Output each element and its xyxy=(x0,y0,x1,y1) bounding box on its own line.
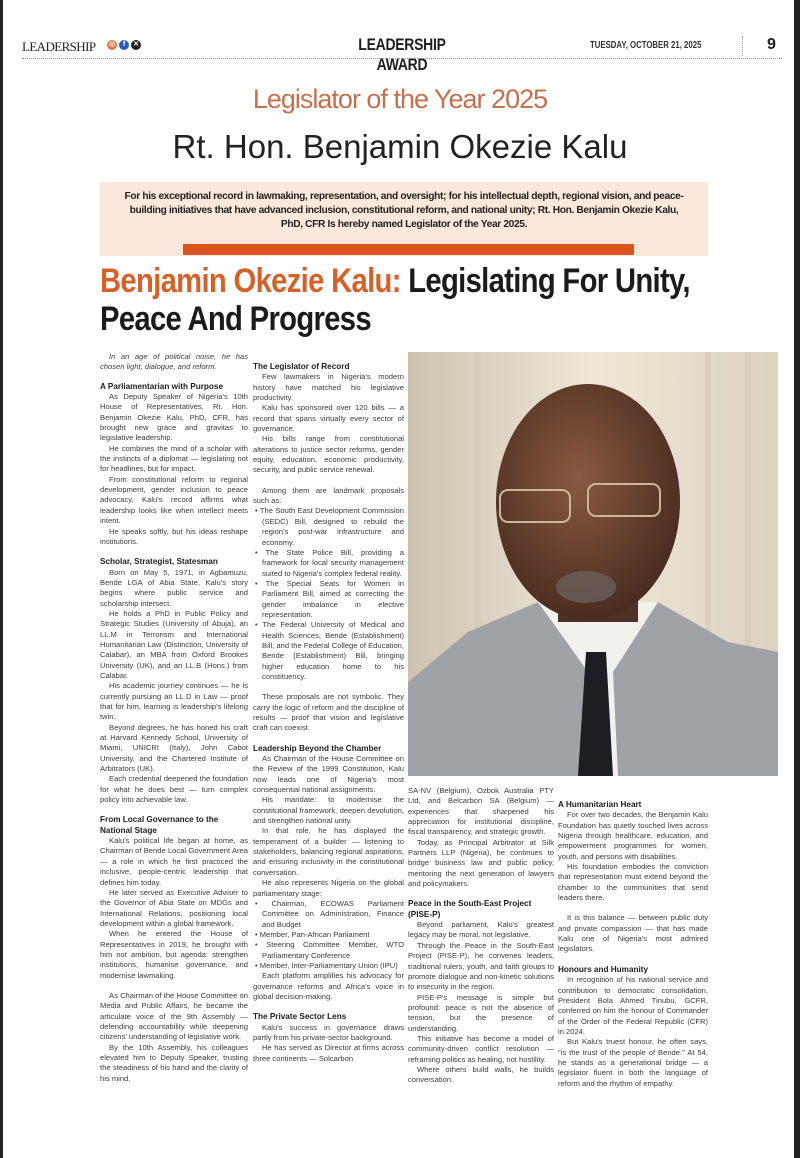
paragraph: Today, as Principal Arbitrator at Silk Partners LLP (Nigeria), he continues to bridge business law and public policy, mentoring the next generation of lawyers and policymakers. xyxy=(408,837,554,889)
paragraph: In recognition of his national service and contribution to democratic consolidation, President Bola Ahmed Tinubu, GCFR, conferred on him the honour of Commander of the Order of the Federal Republic (CFR) in 2024. xyxy=(558,975,708,1036)
paragraph: He has served as Director at firms across three continents — Solcarbon xyxy=(253,1043,404,1063)
paragraph: His foundation embodies the conviction that representation must extend beyond the chamber to the communities that send leaders there. xyxy=(558,862,708,903)
award-title: Legislator of the Year 2025 xyxy=(252,84,548,114)
bullet-text: The Special Seats for Women in Parliament Bill, aimed at correcting the gender imbalance in elective representation. xyxy=(262,578,404,619)
bullet-item xyxy=(253,506,404,547)
issue-date: TUESDAY, OCTOBER 21, 2025 xyxy=(590,40,702,51)
paragraph: It is this balance — between public duty and private compassion — that has made Kalu one of Nigeria's most admired legislators. xyxy=(558,913,708,954)
bullet-item xyxy=(253,940,404,961)
paragraph: Kalu has sponsored over 120 bills — a record that spans virtually every sector of governance. xyxy=(253,403,404,434)
newspaper-logo: LEADERSHIP xyxy=(22,39,96,54)
paragraph: He later served as Executive Adviser to the Governor of Abia State on MDGs and International Relations, positioning local development within a global framework. xyxy=(100,887,248,928)
bullet-icon: • xyxy=(255,898,272,908)
paragraph: Where others build walls, he builds conversation. xyxy=(408,1064,554,1085)
portrait-photo xyxy=(408,352,778,776)
paragraph: SA-NV (Belgium), Ozbok Australia PTY Ltd, and Belcarbon SA (Belgium) — experiences that sharpened his appreciation for institutional discipline, fiscal transparency, and strategic growth. xyxy=(408,786,554,837)
honoree-name: Rt. Hon. Benjamin Okezie Kalu xyxy=(172,128,628,165)
bullet-icon: • xyxy=(255,547,266,557)
section-heading: Peace in the South-East Project (PISE-P) xyxy=(408,899,532,919)
paragraph: His academic journey continues — he is currently pursuing an LL.D in Law — proof that for him, learning is leadership's lifelong twin. xyxy=(100,681,248,722)
paragraph: Few lawmakers in Nigeria's modern history have matched his legislative productivity. xyxy=(253,372,404,403)
headline-highlight: Benjamin Okezie Kalu: xyxy=(100,262,401,300)
facebook-icon[interactable]: f xyxy=(119,40,129,50)
section-heading: Scholar, Strategist, Statesman xyxy=(100,557,218,567)
paragraph: Kalu's political life began at home, as Chairman of Bende Local Government Area — a role in which he first practiced the inclusive, people-centric leadership that defines him today. xyxy=(100,836,248,887)
paragraph: He combines the mind of a scholar with the instincts of a diplomat — legislating not for headlines, but for impact. xyxy=(100,443,248,474)
page-border-left xyxy=(0,0,3,1158)
paragraph: As Chairman of the House Committee on the Review of the 1999 Constitution, Kalu now leads one of Nigeria's most consequential national assignments. xyxy=(253,754,404,795)
bullet-icon: • xyxy=(255,960,260,970)
masthead-rule xyxy=(22,58,782,59)
bullet-item xyxy=(253,930,404,940)
section-heading: The Private Sector Lens xyxy=(253,1012,347,1022)
bullet-text: Member, Inter-Parliamentary Union (IPU) xyxy=(259,960,398,970)
bullet-icon: • xyxy=(255,506,260,516)
section-heading: Honours and Humanity xyxy=(558,964,649,974)
paragraph: He holds a PhD in Public Policy and Strategic Studies (University of Abuja), an LL.M in Terrorism and International Humanitarian Law (Distinction, University of Calabar), an MBA from Oxford Brookes University (UK), and an LL.B (Hons.) from Calabar. xyxy=(100,608,248,680)
paragraph: Each platform amplifies his advocacy for governance reforms and Africa's voice in global decision-making. xyxy=(253,971,404,1001)
bullet-item xyxy=(253,899,404,930)
paragraph: Kalu's success in governance draws partly from his private-sector background. xyxy=(253,1022,404,1042)
headline-line2: Peace And Progress xyxy=(100,300,371,338)
intro-text: In an age of political noise, he has chosen light, dialogue, and reform. xyxy=(100,352,248,372)
headline xyxy=(100,262,690,338)
bullet-text: The State Police Bill, providing a framework for local security management suited to Nigeria's complex federal reality. xyxy=(262,547,405,578)
bullet-text: The Federal University of Medical and Health Sciences, Bende (Establishment) Bill, and the Federal College of Education, Bende (Establishment) Bill, bringing higher education home to his constituency. xyxy=(262,620,404,681)
paragraph: As Chairman of the House Committee on Media and Public Affairs, he became the articulate voice of the 9th Assembly — defending accountability while deepening citizens' understanding of legislative work. xyxy=(100,990,248,1042)
paragraph: He also represents Nigeria on the global parliamentary stage: xyxy=(253,878,404,898)
bullet-item xyxy=(253,620,404,682)
page-border-right xyxy=(794,0,800,1158)
paragraph: From constitutional reform to regional development, gender inclusion to peace advocacy, Kalu's record affirms what leadership looks like when intellect meets intent. xyxy=(100,474,248,526)
bullet-icon: • xyxy=(255,940,267,950)
bullet-item xyxy=(253,579,404,620)
paragraph: But Kalu's truest honour, he often says, "is the trust of the people of Bende." At 54, he stands as a generational bridge — a legislator fluent in both the language of reform and the rhythm of empathy. xyxy=(558,1037,708,1088)
paragraph: For over two decades, the Benjamin Kalu Foundation has quietly touched lives across Nigeria through healthcare, education, and empowerment programmes for women, youth, and persons with disabilities. xyxy=(558,810,708,861)
article-column-2 xyxy=(253,362,404,1064)
section-heading: A Parliamentarian with Purpose xyxy=(100,381,223,391)
paragraph: PISE-P's message is simple but profound: peace is not the absence of tension, but the presence of understanding. xyxy=(408,992,554,1033)
section-title: LEADERSHIP AWARD xyxy=(358,35,446,74)
paragraph: He speaks softly, but his ideas reshape institutions. xyxy=(100,526,248,546)
article-column-3 xyxy=(408,786,554,1086)
paragraph: Each credential deepened the foundation for what he does best — turn complex policy into achievable law. xyxy=(100,774,248,805)
headline-line1: Legislating For Unity, xyxy=(408,262,690,300)
page-number: 9 xyxy=(767,36,776,53)
bullet-icon: • xyxy=(255,578,266,588)
paragraph: His bills range from constitutional alterations to justice sector reforms, gender equity, education, economic productivity, security, and public service renewal. xyxy=(253,434,404,475)
paragraph: This initiative has become a model of community-driven conflict resolution — reframing politics as healing, not hostility. xyxy=(408,1033,554,1064)
paragraph: As Deputy Speaker of Nigeria's 10th House of Representatives, Rt. Hon. Benjamin Okezie Kalu, PhD, CFR, has brought new grace and gravitas to legislative leadership. xyxy=(100,392,248,443)
x-icon[interactable]: ✕ xyxy=(131,40,141,50)
paragraph: Among them are landmark proposals such as: xyxy=(253,485,404,506)
section-heading: From Local Governance to the National Stage xyxy=(100,815,219,835)
bullet-text: Member, Pan-African Parliament xyxy=(259,929,370,939)
divider xyxy=(742,36,743,56)
bullet-icon: • xyxy=(255,620,263,630)
paragraph: Beyond parliament, Kalu's greatest legacy may be moral, not legislative. xyxy=(408,920,554,940)
paragraph: These proposals are not symbolic. They carry the logic of reform and the discipline of results — proof that vision and legislative craft can coexist. xyxy=(253,692,404,733)
paragraph: Born on May 5, 1971, in Agbamuzu, Bende LGA of Abia State, Kalu's story begins where public service and scholarship intersect. xyxy=(100,567,248,608)
bullet-text: Steering Committee Member, WTO Parliamentary Conference xyxy=(262,940,404,960)
bullet-text: The South East Development Commission (SEDC) Bill, designed to rebuild the region's post-war infrastructure and economy. xyxy=(259,506,404,547)
instagram-icon[interactable]: ◎ xyxy=(108,41,116,48)
masthead xyxy=(22,35,782,74)
section-heading: The Legislator of Record xyxy=(253,362,350,371)
bullet-icon: • xyxy=(255,929,260,939)
section-heading: Leadership Beyond the Chamber xyxy=(253,743,382,753)
paragraph: Through the Peace in the South-East Project (PISE-P), he convenes leaders, traditional rulers, youth, and faith groups to promote dialogue and non-kinetic solutions to insecurity in the region. xyxy=(408,940,554,992)
paragraph: When he entered the House of Representatives in 2019, he brought with him not ambition, but agenda: strengthen institutions, humanise governance, and modernise lawmaking. xyxy=(100,929,248,980)
section-heading: A Humanitarian Heart xyxy=(558,800,642,809)
bullet-item xyxy=(253,548,404,579)
bullet-item xyxy=(253,961,404,971)
bullet-text: Chairman, ECOWAS Parliament Committee on Administration, Finance and Budget xyxy=(262,898,404,929)
paragraph: Beyond degrees, he has honed his craft at Harvard Kennedy School, University of Miami, UNICRI (Italy), John Cabot University, and the Chartered Institute of Arbitrators (UK). xyxy=(100,722,248,774)
paragraph: By the 10th Assembly, his colleagues elevated him to Deputy Speaker, trusting the steadiness of his hand and the clarity of his mind. xyxy=(100,1042,248,1083)
paragraph: His mandate: to modernise the constitutional framework, deepen devolution, and strengthen national unity. xyxy=(253,795,404,826)
paragraph: In that role, he has displayed the temperament of a builder — listening to stakeholders, balancing regional aspirations, and ensuring inclusivity in the constitutional conversation. xyxy=(253,826,404,877)
accent-bar xyxy=(183,244,634,255)
article-column-1 xyxy=(100,352,248,1084)
article-column-4 xyxy=(558,800,708,1089)
citation-text: For his exceptional record in lawmaking, representation, and oversight; for his intellectual depth, regional vision, and peace-building initiatives that have advanced inclusion, constitutional reform, and national unity; Rt. Hon. Benjamin Okezie Kalu, PhD, CFR Is hereby named Legislator of the Year 2025. xyxy=(124,191,684,230)
